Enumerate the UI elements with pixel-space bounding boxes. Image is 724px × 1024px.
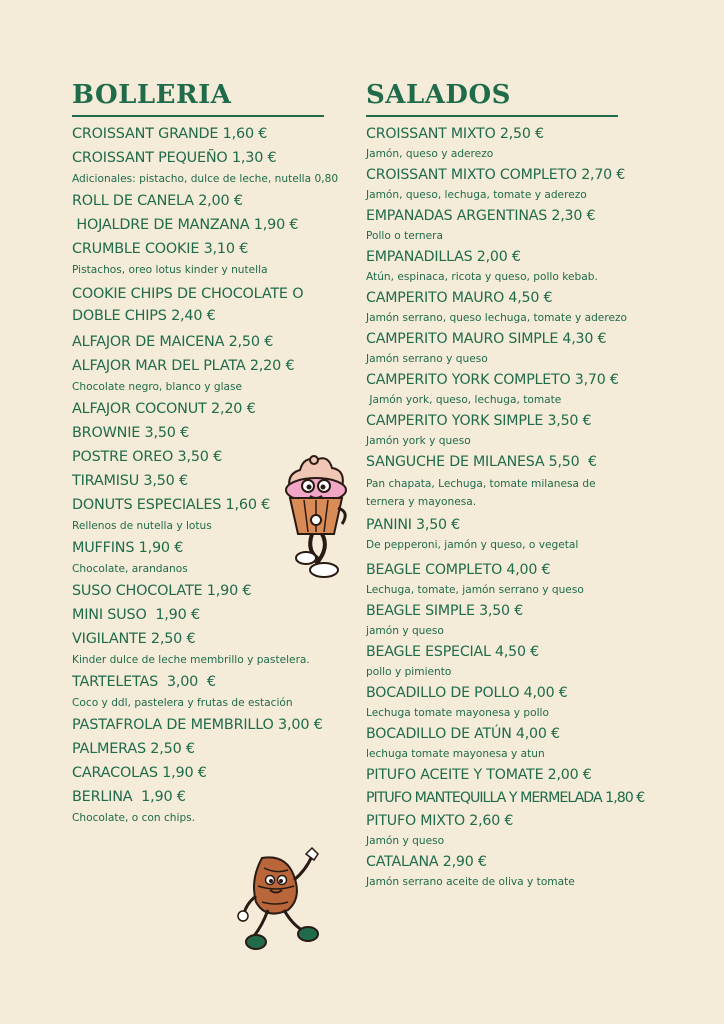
menu-item: CROISSANT PEQUEÑO 1,30 € xyxy=(72,150,277,166)
menu-item: CARACOLAS 1,90 € xyxy=(72,765,207,781)
menu-item: CROISSANT MIXTO COMPLETO 2,70 € xyxy=(366,167,626,183)
menu-item: MUFFINS 1,90 € xyxy=(72,540,184,556)
menu-item: PITUFO ACEITE Y TOMATE 2,00 € xyxy=(366,767,592,783)
menu-item-description: Jamón, queso, lechuga, tomate y aderezo xyxy=(366,189,587,201)
menu-item: MINI SUSO 1,90 € xyxy=(72,607,200,623)
menu-item: HOJALDRE DE MANZANA 1,90 € xyxy=(72,217,299,233)
menu-item-description: Jamón serrano y queso xyxy=(366,353,488,365)
menu-item: CAMPERITO YORK COMPLETO 3,70 € xyxy=(366,372,619,388)
salados-column xyxy=(366,78,656,889)
menu-item: TARTELETAS 3,00 € xyxy=(72,674,216,690)
menu-item: VIGILANTE 2,50 € xyxy=(72,631,196,647)
cupcake-mascot-icon xyxy=(276,452,356,582)
menu-item-description: Jamón serrano aceite de oliva y tomate xyxy=(366,876,575,888)
menu-item-description: Lechuga tomate mayonesa y pollo xyxy=(366,707,549,719)
menu-item-description: Jamón y queso xyxy=(366,835,445,847)
menu-item-description: Chocolate, arandanos xyxy=(72,563,188,575)
menu-item: CAMPERITO MAURO 4,50 € xyxy=(366,290,553,306)
menu-item: CRUMBLE COOKIE 3,10 € xyxy=(72,241,249,257)
menu-item-description: jamón y queso xyxy=(366,625,444,637)
croissant-mascot-icon xyxy=(232,840,328,956)
menu-item-description: Pollo o ternera xyxy=(366,230,443,242)
menu-item: PITUFO MANTEQUILLA Y MERMELADA 1,80 € xyxy=(366,790,645,806)
menu-item-description: De pepperoni, jamón y queso, o vegetal xyxy=(366,539,579,551)
menu-item: TIRAMISU 3,50 € xyxy=(72,473,188,489)
menu-item-description: Atún, espinaca, ricota y queso, pollo kebab. xyxy=(366,271,598,283)
menu-item: BERLINA 1,90 € xyxy=(72,789,186,805)
bolleria-heading: BOLLERIA xyxy=(72,80,232,110)
menu-item: CATALANA 2,90 € xyxy=(366,854,487,870)
menu-item: BEAGLE SIMPLE 3,50 € xyxy=(366,603,524,619)
salados-heading: SALADOS xyxy=(366,80,511,110)
menu-item-description: Jamón serrano, queso lechuga, tomate y aderezo xyxy=(366,312,628,324)
menu-item: SANGUCHE DE MILANESA 5,50 € xyxy=(366,454,597,470)
menu-item-description: Jamón york y queso xyxy=(366,435,471,447)
menu-item-description: lechuga tomate mayonesa y atun xyxy=(366,748,545,760)
menu-item-description: Jamón york, queso, lechuga, tomate xyxy=(366,394,562,406)
menu-item: BOCADILLO DE POLLO 4,00 € xyxy=(366,685,568,701)
menu-item: DONUTS ESPECIALES 1,60 € xyxy=(72,497,271,513)
menu-item-description: Rellenos de nutella y lotus xyxy=(72,520,212,532)
menu-item: PANINI 3,50 € xyxy=(366,517,460,533)
menu-item: PITUFO MIXTO 2,60 € xyxy=(366,813,514,829)
menu-item-description: Adicionales: pistacho, dulce de leche, nutella 0,80 xyxy=(72,173,339,185)
menu-item: BEAGLE COMPLETO 4,00 € xyxy=(366,562,551,578)
menu-item: COOKIE CHIPS DE CHOCOLATE O DOBLE CHIPS 2,40 € xyxy=(72,286,304,324)
menu-item: PALMERAS 2,50 € xyxy=(72,741,195,757)
menu-item-description: Kinder dulce de leche membrillo y pastelera. xyxy=(72,654,310,666)
menu-item: EMPANADILLAS 2,00 € xyxy=(366,249,521,265)
menu-item: SUSO CHOCOLATE 1,90 € xyxy=(72,583,252,599)
menu-item: ROLL DE CANELA 2,00 € xyxy=(72,193,243,209)
menu-item-description: Chocolate negro, blanco y glase xyxy=(72,381,243,393)
menu-item: ALFAJOR DE MAICENA 2,50 € xyxy=(72,334,274,350)
menu-item: CROISSANT MIXTO 2,50 € xyxy=(366,126,544,142)
menu-item: BOCADILLO DE ATÚN 4,00 € xyxy=(366,726,560,742)
menu-item: PASTAFROLA DE MEMBRILLO 3,00 € xyxy=(72,717,323,733)
menu-item: CAMPERITO MAURO SIMPLE 4,30 € xyxy=(366,331,607,347)
menu-item: BROWNIE 3,50 € xyxy=(72,425,190,441)
menu-item: CAMPERITO YORK SIMPLE 3,50 € xyxy=(366,413,592,429)
menu-item: ALFAJOR COCONUT 2,20 € xyxy=(72,401,256,417)
menu-item-description: Coco y ddl, pastelera y frutas de estación xyxy=(72,697,293,709)
menu-item: CROISSANT GRANDE 1,60 € xyxy=(72,126,268,142)
bolleria-divider xyxy=(72,115,324,117)
menu-item-description: Chocolate, o con chips. xyxy=(72,812,196,824)
menu-item-description: pollo y pimiento xyxy=(366,666,452,678)
menu-item-description: Pistachos, oreo lotus kinder y nutella xyxy=(72,264,268,276)
menu-item: EMPANADAS ARGENTINAS 2,30 € xyxy=(366,208,596,224)
menu-item: BEAGLE ESPECIAL 4,50 € xyxy=(366,644,539,660)
menu-item-description: Lechuga, tomate, jamón serrano y queso xyxy=(366,584,584,596)
menu-item-description: Jamón, queso y aderezo xyxy=(366,148,494,160)
menu-item-description: Pan chapata, Lechuga, tomate milanesa de ternera y mayonesa. xyxy=(366,478,596,508)
salados-divider xyxy=(366,115,618,117)
menu-item: POSTRE OREO 3,50 € xyxy=(72,449,223,465)
menu-item: ALFAJOR MAR DEL PLATA 2,20 € xyxy=(72,358,295,374)
